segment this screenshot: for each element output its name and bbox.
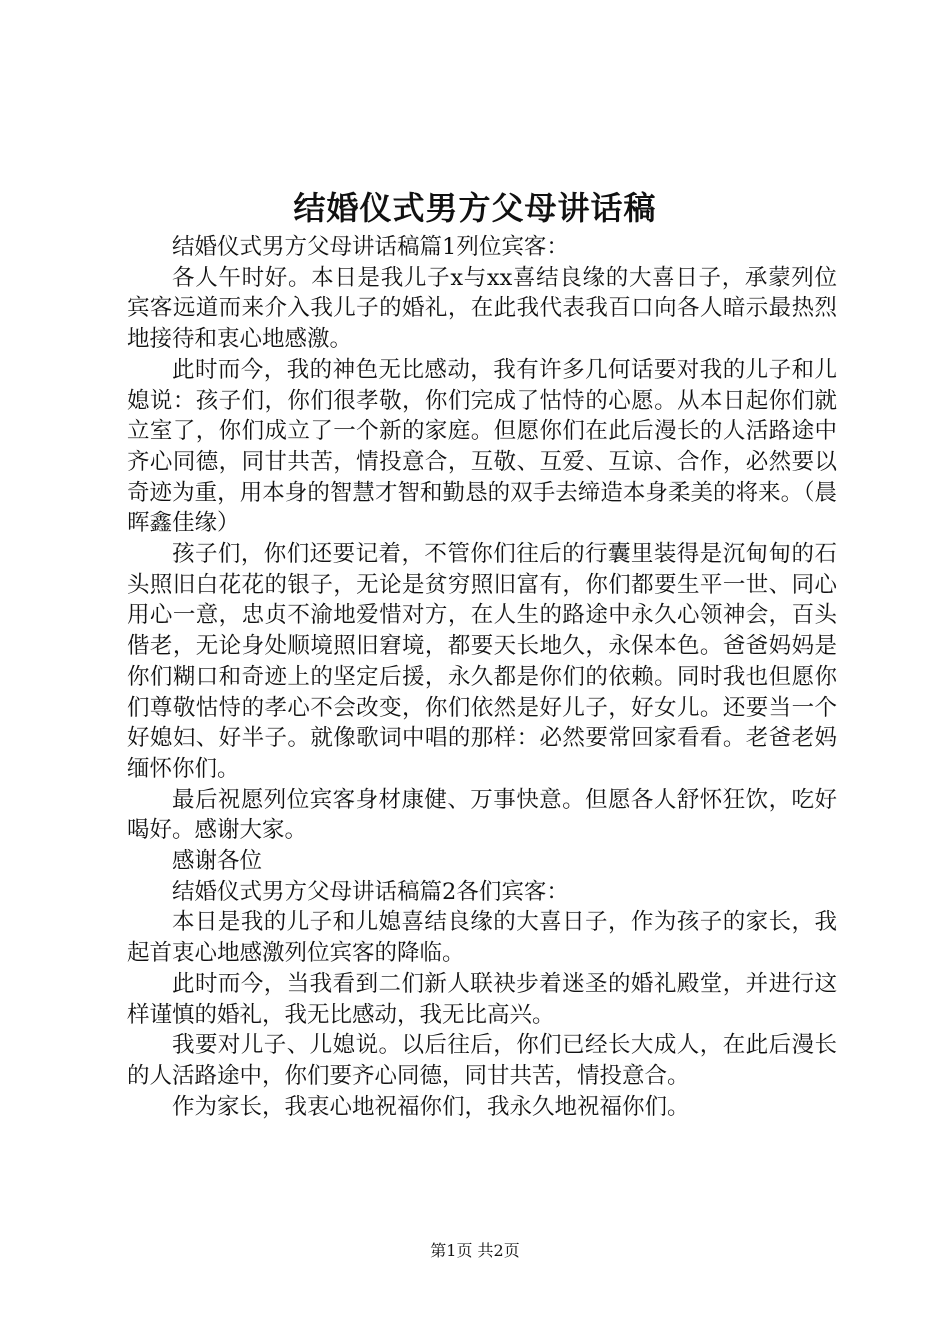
paragraph: 本日是我的儿子和儿媳喜结良缘的大喜日子，作为孩子的家长，我起首衷心地感激列位宾客的降临。 (127, 909, 837, 967)
page-footer: 第1页 共2页 (430, 1241, 520, 1260)
document-title: 结婚仪式男方父母讲话稿 (293, 189, 657, 227)
paragraph: 孩子们，你们还要记着，不管你们往后的行囊里装得是沉甸甸的石头照旧白花花的银子，无论是贫穷照旧富有，你们都要生平一世、同心用心一意，忠贞不渝地爱惜对方，在人生的路途中永久心领神会，百头偕老，无论身处顺境照旧窘境，都要天长地久，永保本色。爸爸妈妈是你们糊口和奇迹上的坚定后援，永久都是你们的依赖。同时我也但愿你们尊敬怙恃的孝心不会改变，你们依然是好儿子，好女儿。还要当一个好媳妇、好半子。就像歌词中唱的那样：必然要常回家看看。老爸老妈缅怀你们。 (127, 541, 837, 782)
paragraph: 作为家长，我衷心地祝福你们，我永久地祝福你们。 (172, 1093, 690, 1120)
paragraph: 结婚仪式男方父母讲话稿篇2各们宾客： (172, 878, 569, 905)
paragraph: 各人午时好。本日是我儿子x与xx喜结良缘的大喜日子，承蒙列位宾客远道而来介入我儿子的婚礼，在此我代表我百口向各人暗示最热烈地接待和衷心地感激。 (127, 264, 837, 353)
paragraph: 此时而今，我的神色无比感动，我有许多几何话要对我的儿子和儿媳说：孩子们，你们很孝敬，你们完成了怙恃的心愿。从本日起你们就立室了，你们成立了一个新的家庭。但愿你们在此后漫长的人活路途中齐心同德，同甘共苦，情投意合，互敬、互爱、互谅、合作，必然要以奇迹为重，用本身的智慧才智和勤恳的双手去缔造本身柔美的将来。（晨晖鑫佳缘） (127, 356, 837, 537)
paragraph: 最后祝愿列位宾客身材康健、万事快意。但愿各人舒怀狂饮，吃好喝好。感谢大家。 (127, 786, 837, 844)
paragraph: 此时而今，当我看到二们新人联袂步着迷圣的婚礼殿堂，并进行这样谨慎的婚礼，我无比感动，我无比高兴。 (127, 970, 837, 1028)
paragraph: 我要对儿子、儿媳说。以后往后，你们已经长大成人，在此后漫长的人活路途中，你们要齐心同德，同甘共苦，情投意合。 (127, 1032, 837, 1089)
paragraph: 结婚仪式男方父母讲话稿篇1列位宾客： (172, 234, 569, 260)
document-body (127, 232, 837, 1122)
paragraph: 感谢各位 (172, 848, 263, 875)
